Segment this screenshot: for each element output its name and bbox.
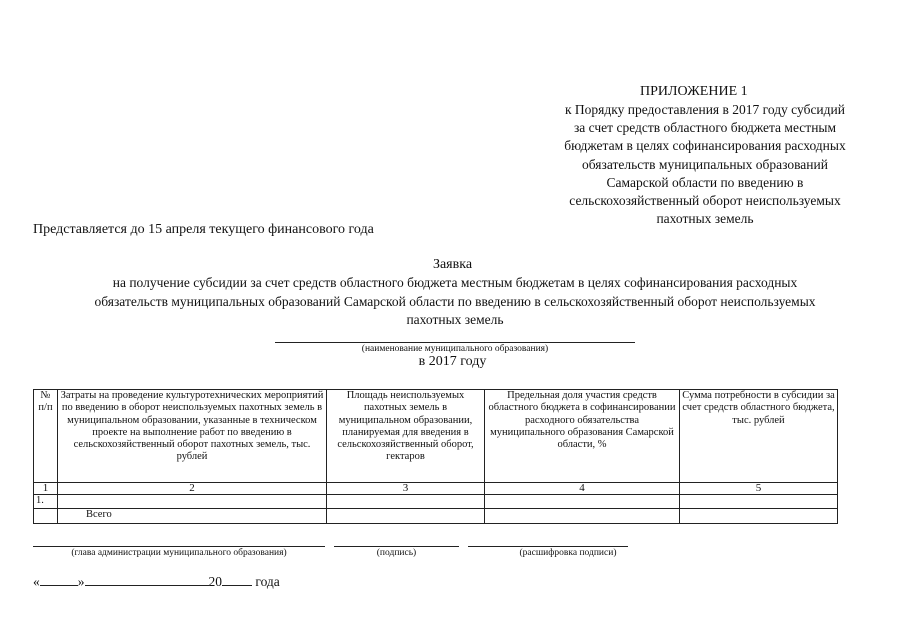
table-row — [34, 495, 838, 509]
head-name-field[interactable] — [33, 546, 325, 547]
appendix-line: обязательств муниципальных образований — [582, 156, 828, 172]
table-cell[interactable] — [327, 509, 485, 524]
column-number: 1 — [34, 483, 58, 495]
header-share: Предельная доля участия средств областного бюджета в софинансировании расходного обязательства муниципального образования Самарской области, % — [485, 390, 680, 483]
signature-decode-field[interactable] — [468, 546, 628, 547]
total-label: Всего — [58, 509, 327, 524]
table-header-row — [34, 390, 838, 483]
header-area: Площадь неиспользуемых пахотных земель в муниципальном образовании, планируемая для введения в сельскохозяйственный оборот, гектаров — [327, 390, 485, 483]
date-line — [33, 573, 280, 590]
row-index: 1. — [34, 495, 58, 509]
table-cell[interactable] — [58, 495, 327, 509]
total-row — [34, 509, 838, 524]
day-field[interactable] — [40, 573, 78, 586]
column-number: 5 — [680, 483, 838, 495]
appendix-line: сельскохозяйственный оборот неиспользуемых — [569, 193, 841, 209]
appendix-line: бюджетам в целях софинансирования расходных — [564, 138, 846, 154]
column-number: 2 — [58, 483, 327, 495]
header-number: № п/п — [34, 390, 58, 483]
column-numbers-row — [34, 483, 838, 495]
year-field[interactable] — [222, 573, 252, 586]
subsidy-table — [33, 389, 838, 524]
table-cell — [34, 509, 58, 524]
column-number: 4 — [485, 483, 680, 495]
submission-deadline: Представляется до 15 апреля текущего финансового года — [33, 222, 374, 237]
request-subject — [40, 274, 870, 330]
table-cell[interactable] — [485, 509, 680, 524]
table-cell[interactable] — [485, 495, 680, 509]
open-quote: « — [33, 574, 40, 589]
table-cell[interactable] — [327, 495, 485, 509]
signature-field[interactable] — [334, 546, 459, 547]
signature-caption: (подпись) — [376, 548, 417, 558]
appendix-line: Самарской области по введению в — [606, 174, 804, 190]
table-cell[interactable] — [680, 495, 838, 509]
month-field[interactable] — [85, 573, 209, 586]
request-subject-line: пахотных земель — [406, 312, 504, 327]
column-number: 3 — [327, 483, 485, 495]
year-word: года — [255, 574, 280, 589]
close-quote: » — [77, 574, 85, 589]
appendix-title: ПРИЛОЖЕНИЕ 1 — [640, 84, 748, 99]
appendix-line: пахотных земель — [656, 211, 754, 227]
table-cell[interactable] — [680, 509, 838, 524]
municipality-name-field[interactable] — [275, 342, 635, 343]
century: 20 — [208, 574, 222, 589]
request-subject-line: на получение субсидии за счет средств областного бюджета местным бюджетам в целях софинансирования расходных — [112, 275, 798, 290]
appendix-description — [530, 101, 880, 228]
head-caption: (глава администрации муниципального образования) — [71, 548, 287, 558]
appendix-line: к Порядку предоставления в 2017 году субсидий — [565, 102, 845, 117]
header-subsidy-need: Сумма потребности в субсидии за счет средств областного бюджета, тыс. рублей — [680, 390, 838, 483]
request-year: в 2017 году — [418, 354, 487, 369]
request-title: Заявка — [432, 257, 473, 272]
decode-caption: (расшифровка подписи) — [519, 548, 617, 558]
appendix-line: за счет средств областного бюджета местным — [573, 120, 837, 136]
municipality-caption: (наименование муниципального образования) — [361, 344, 549, 354]
request-subject-line: обязательств муниципальных образований Самарской области по введению в сельскохозяйственный оборот неиспользуемых — [94, 293, 816, 309]
header-costs: Затраты на проведение культуротехнических мероприятий по введению в оборот неиспользуемых пахотных земель в муниципальном образовании, указанные в техническом проекте на выполнение работ по введению в сельскохозяйственный оборот пахотных земель, тыс. рублей — [58, 390, 327, 483]
